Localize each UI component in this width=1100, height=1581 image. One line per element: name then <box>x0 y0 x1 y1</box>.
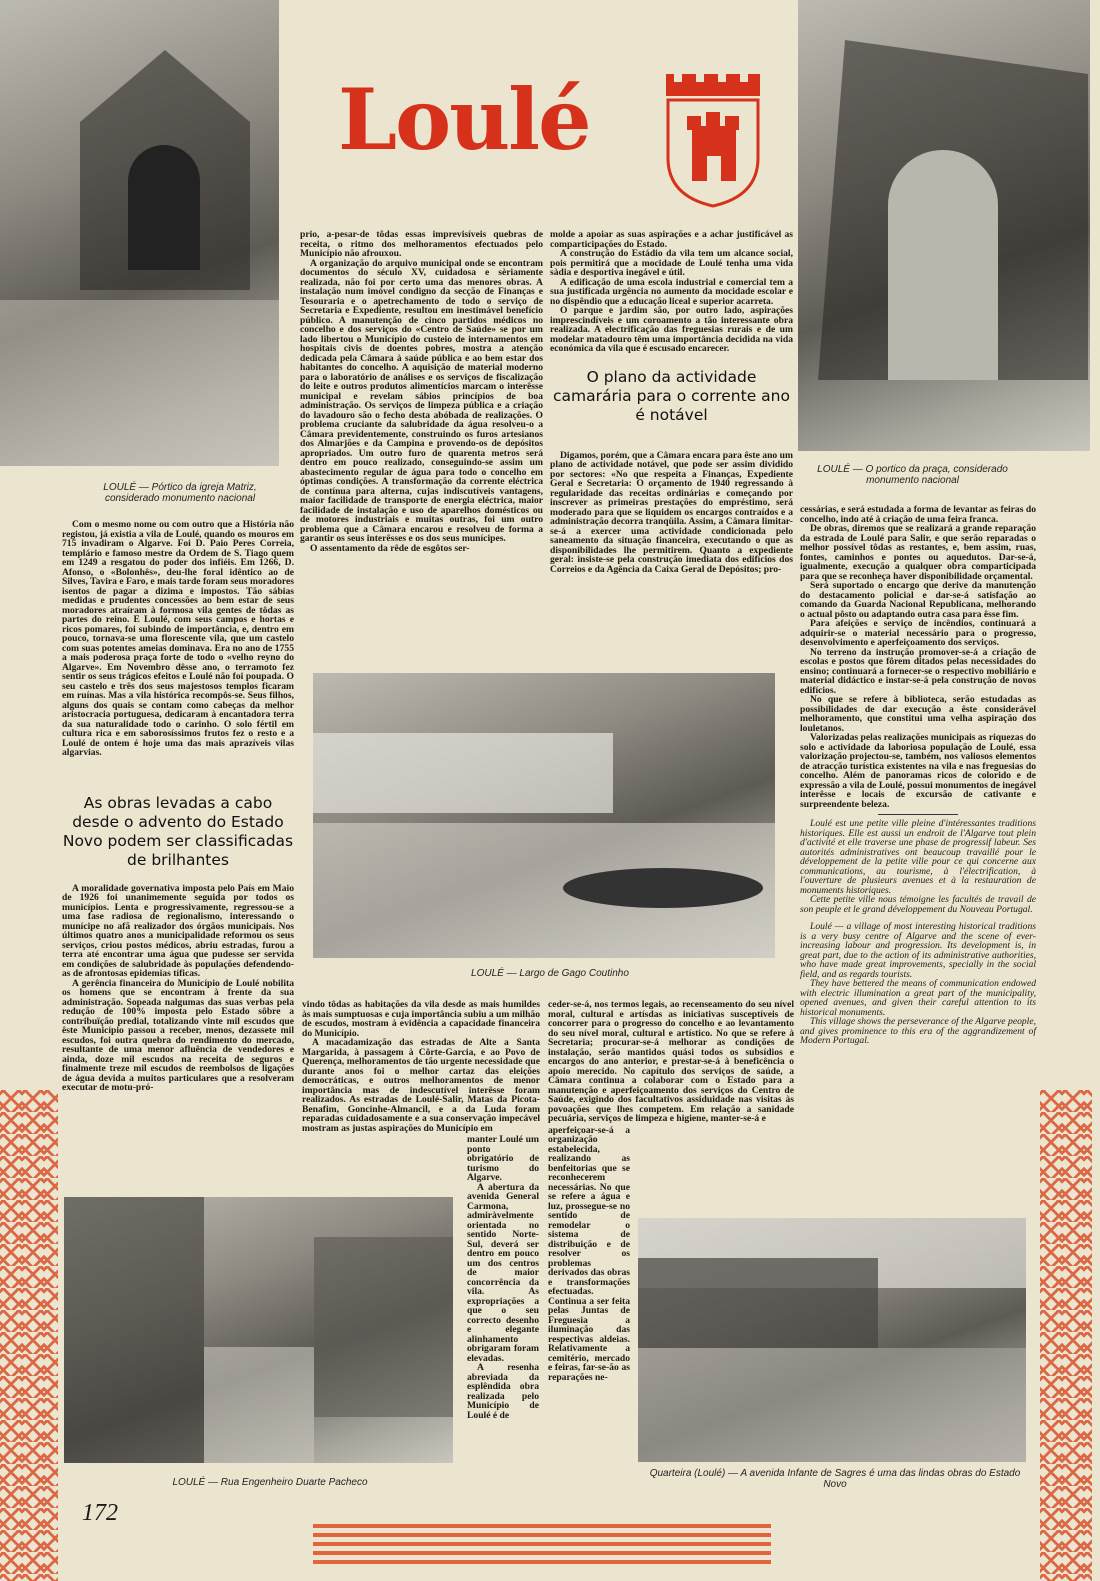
coat-of-arms-icon <box>662 66 764 208</box>
column-3 <box>550 230 793 574</box>
column-2-text <box>300 230 543 553</box>
paragraph: Loulé — a village of most interesting historical traditions is a very busy centre of Algarve and the scene of ever-increasing labour and progression. Its development is, in great part, due to the action of its administrative authorities, who have made great improvements, specially in the social field, and as regards tourists. <box>800 921 1036 980</box>
paragraph: ceder-se-á, nos termos legais, ao recenseamento do seu nível moral, cultural e artísdas as iniciativas susceptíveis de concorrer para o progresso do concelho e ao levantamento do seu nível moral, cultural e artístico. No que se refere à Secretaria; procurar-se-á melhorar as condições de instalação, serão mantidos quási todos os subsídios e encargos do ano anterior, e prestar-se-á à beneficência o apoio merecido. No capítulo dos serviços de saúde, a Câmara continua a colaborar com o Estado para a manutenção e aperfeiçoamento dos serviços do Centro de Saúde, exigindo dos facultativos assiduidade nas visitas às povoações que lhes competem. Em relação a sanidade pecuária, serviços de limpeza e higiene, manter-se-á e <box>548 999 794 1124</box>
section-obras-text <box>62 884 294 1093</box>
paragraph: Valorizadas pelas realizações municipais as riquezas do solo e actividade da laboriosa população de Loulé, essa valorização projectou-se, também, nos valiosos elementos de atracção turística existentes na vila e nas freguesias do concelho. Além de panoramas ricos de colorido e de expressão a vila de Loulé, possui monumentos de inegável interêsse e locais de excursão de cativante e surpreendente beleza. <box>800 732 1036 810</box>
section-heading-obras: As obras levadas a cabo desde o advento do Estado Novo podem ser classificadas de brilhantes <box>62 793 294 869</box>
paragraph: Loulé est une petite ville pleine d'intéressantes traditions historiques. Elle est aussi un endroit de l'Algarve tout plein d'activité et elle traverse une phase de progressif labeur. Ses autorités administratives ont beaucoup travaillé pour le développement de la petite ville pour ce qui concerne aux communications, au tourisme, à l'électrification, à l'ouverture de plusieurs avenues et à la restauration de monuments historiques. <box>800 818 1036 896</box>
paragraph: Para afeições e serviço de incêndios, continuará a adquirir-se o material necessário para o progresso, desenvolvimento e aperfeiçoamento dos serviços. <box>800 618 1036 648</box>
caption-avenida: Quarteira (Loulé) — A avenida Infante de Sagres é uma das lindas obras do Estado Novo <box>649 1468 1021 1490</box>
english-summary <box>800 922 1036 1046</box>
article-intro <box>62 520 294 758</box>
paragraph: A organização do arquivo municipal onde se encontram documentos do século XV, cuidadosa e sèriamente realizada, não foi por certo uma das menores obras. A instalação num imóvel condigno da secção de Finanças e Tesouraria e o apetrechamento de todo o serviço de Secretaria e Expediente, resultou em inestimável benefício público. A manutenção de cinco partidos médicos no concelho e dos serviços do «Centro de Saúde» se por um lado libertou o Município do custeio de internamentos em hospitais civis de doentes pobres, mostra a atenção dedicada pela Câmara à saúde pública e ao bem estar dos habitantes do concelho. A aquisição de material moderno para o laboratório de análises e os serviços de fiscalização do leite e outros produtos alimentícios marcam o interêsse municipal e revelam sábios princípios de boa administração. Os serviços de limpeza pública e a criação do lavadouro são o fecho desta abóbada de realizações. O problema cruciante da salubridade da água resolveu-o a Câmara previdentemente, construindo os furos artesianos dos Almarjões e da Campina e provendo-os de depósitos apropriados. Um outro furo de quarenta metros será dentro em pouco realizado, conseguindo-se assim um abastecimento regular de água para todo o concelho em óptimas condições. A transformação da corrente eléctrica de contínua para alterna, cujas indiscutíveis vantagens, maior facilidade de transporte de energia eléctrica, maior facilidade de instalação e uso de aparelhos domésticos ou de motores industriais e muitas outras, foi um outro problema que a Câmara encarou e resolveu de forma a garantir os seus interêsses e os dos seus munícipes. <box>300 257 543 544</box>
paragraph: A gerência financeira do Município de Loulé nobilita os homens que se encontram à frente da sua administração. Sopeada nalgumas das suas verbas pela redução de 100% imposta pelo Estado sôbre a contribuïção predial, totalizando vinte mil escudos que êste Município passou a receber, menos, dezassete mil escudos, foi outra quebra do rendimento do mercado, resultante de uma menor afluência de vendedores e ainda, doze mil escudos na receita de seguros e finalmente treze mil escudos de reembolsos de ligações de água devida a muitos particulares que a resolveram executar de motu-pró- <box>62 977 294 1093</box>
section-heading-plano: O plano da actividade camarária para o corrente ano é notável <box>553 367 790 424</box>
bottom-wave-ornament <box>313 1524 771 1566</box>
masthead-title: Loulé <box>338 70 590 169</box>
paragraph: A macadamização das estradas de Alte a Santa Margarida, à passagem à Côrte-Garcia, e ao Povo de Querença, melhoramentos de tão urgente necessidade que durante anos foi o melhor cartaz das eleições democráticas, e outros melhoramentos de menor importância mas de indescutível interêsse foram realizados. As estradas de Loulé-Salir, Matas da Picota-Benafim, Goncinhe-Almancil, e a da Luda foram reparadas cuidadosamente e a sua conservação impecável mostram as justas aspirações do Município em <box>302 1037 540 1134</box>
lower-right-text <box>548 1000 794 1124</box>
paragraph: cessárias, e será estudada a forma de levantar as feiras do concelho, indo até à criação de uma feira franca. <box>800 504 1036 525</box>
narrow-column-2 <box>548 1126 630 1383</box>
paragraph: Cette petite ville nous témoigne les facultés de travail de son peuple et le grand développement du Nouveau Portugal. <box>800 894 1036 915</box>
narrow-column-1 <box>467 1135 539 1420</box>
caption-igreja-matriz: LOULÉ — Pórtico da igreja Matriz, considerado monumento nacional <box>103 482 257 504</box>
paragraph: No terreno da instrução promover-se-á a criação de escolas e postos que fôrem ditados pelas necessidades do ensino; continuará a fornecer-se o respectivo mobiliário e material didáctico e instar-se-á pela construção de novos edifícios. <box>800 646 1036 696</box>
paragraph: molde a apoiar as suas aspirações e a achar justificável as comparticipações do Estado. <box>550 229 793 250</box>
column-1 <box>62 520 294 1093</box>
paragraph: This village shows the perseverance of the Algarve people, and gives prominence to this era of the aggrandizement of Modern Portugal. <box>800 1016 1036 1046</box>
column-3-text <box>550 230 793 354</box>
photo-largo-gago-coutinho <box>313 673 775 958</box>
caption-portico-praca: LOULÉ — O portico da praça, considerado monumento nacional <box>817 464 1008 486</box>
paragraph: manter Loulé um ponto obrigatório de turismo do Algarve. <box>467 1134 539 1183</box>
paragraph: Digamos, porém, que a Câmara encara para êste ano um plano de actividade notável, que pode ser assim dividido por sectores: «No que respeita a Finanças, Expediente Geral e Secretaria: O orçamento de 1940 regressando à regularidade das receitas ordinárias e começando por inscrever as primeiras prestações do empréstimo, será moderado para que se liquidem os encargos contraídos e a administração decorra tranqüila. Assim, a Câmara limitar-se-á a exercer uma actividade condicionada pelo saneamento da situação financeira, executando o que as disponibilidades lhe permitirem. Quanto a expediente geral: insiste-se pela construção imediata dos edifícios dos Correios e da Agência da Caixa Geral de Depósitos; pro- <box>550 449 793 575</box>
paragraph: O assentamento da rêde de esgôtos ser- <box>310 542 470 554</box>
paragraph: A construção do Estádio da vila tem um alcance social, pois permitirá que a mocidade de Loulé tenha uma vida sàdia e desportiva inegável e útil. <box>550 248 793 278</box>
paragraph: A moralidade governativa imposta pelo País em Maio de 1926 foi unanimemente seguida por todos os municípios. Lenta e progressivamente, regressou-se a uma fase radiosa de regionalismo, interessando o munícipe no afã realizador dos órgãos municipais. Nos últimos quatro anos a municipalidade reformou os seus serviços, criou postos médicos, abriu estradas, furou a terra até encontrar uma água que pudesse ser servida em condições de salubridade às populações defendendo-as de afrontosas epidemias tíficas. <box>62 882 294 979</box>
caption-rua: LOULÉ — Rua Engenheiro Duarte Pacheco <box>172 1477 368 1488</box>
section-plano-text <box>550 451 793 575</box>
paragraph: De obras, diremos que se realizará a grande reparação da estrada de Loulé para Salir, e que serão reparadas o melhor possível tôdas as restantes, e, bem assim, ruas, fontes, caminhos e pontes ou aquedutos. Dar-se-á, igualmente, execução a qualquer obra comparticipada para que se reconheça haver disponibilidade orçamental. <box>800 523 1036 582</box>
page-number: 172 <box>82 1500 118 1526</box>
paragraph: No que se refere à biblioteca, serão estudadas as possibilidades de dar execução a êste considerável melhoramento, que constitui uma velha aspiração dos louletanos. <box>800 694 1036 734</box>
paragraph: aperfeiçoar-se-á a organização estabelecida, realizando as benfeitorias que se reconhecerem necessárias. No que se refere a água e luz, prossegue-se no sentido de remodelar o sistema de distribuição e de resolver os problemas derivados das obras e transformações efectuadas. Continua a ser feita pelas Juntas de Freguesia a iluminação das respectivas aldeias. Relativamente a cemitério, mercado e feiras, far-se-ão as reparações ne- <box>548 1124 630 1383</box>
paragraph: A resenha abreviada da esplêndida obra realizada pelo Município de Loulé é de <box>467 1362 539 1421</box>
divider <box>878 814 958 815</box>
column-4-text <box>800 505 1036 809</box>
paragraph: vindo tôdas as habitações da vila desde as mais humildes às mais sumptuosas e cuja importância subiu a um milhão de escudos, mostram à evidência a capacidade financeira do Município. <box>302 999 541 1039</box>
lower-middle <box>302 1000 540 1420</box>
paragraph: O parque e jardim são, por outro lado, aspirações imprescindíveis e um coroamento a tão interessante obra realizada. A electrificação das freguesias rurais e de um modelar matadouro têm uma importância decidida na vida económica da vila que é escusado encarecer. <box>550 305 793 354</box>
lower-middle-text <box>302 1000 540 1133</box>
french-summary <box>800 819 1036 914</box>
paragraph: They have bettered the means of communication endowed with electric illumination a great part of the municipality, opened avenues, and given their careful attention to its historical monuments. <box>800 978 1036 1018</box>
left-zigzag-border <box>0 1090 58 1581</box>
lower-right <box>548 1000 794 1382</box>
right-zigzag-border <box>1040 1090 1092 1581</box>
paragraph: Com o mesmo nome ou com outro que a História não registou, já existia a vila de Loulé, quando os mouros em 715 invadiram o Algarve. Foi D. Paio Peres Correia, templário e famoso mestre da Ordem de S. Tiago quem em 1249 a resgatou do poder dos infiéis. Em 1266, D. Afonso, o «Bolonhês», deu-lhe foral idêntico ao de Silves, Tavira e Faro, e mais tarde foram seus moradores isentos de pagar a dizima e impostos. Tão sábias medidas e prudentes concessões ao bem estar de seus moradores atraíram à formosa vila gentes de tôdas as partes do reino. E Loulé, com seus campos e hortas e ricos pomares, foi subindo de importância, e, dentro em pouco, tornava-se uma florescente vila, que um castelo com suas potentes ameias dominava. Era no ano de 1755 a mais poderosa praça forte de todo o «velho reyno do Algarve». Em Novembro dêsse ano, o terramoto fez sentir os seus trágicos efeitos e Loulé não foi poupada. O seu castelo e três dos seus majestosos templos ficaram em ruínas. Mas a vila histórica recompôs-se. Seus filhos, alguns dos quais se contam como cabeças da melhor aristocracia portuguesa, dedicaram à encantadora terra da sua naturalidade todo o carinho. O solo fértil em cultura rica e em saborosíssimos frutos fez o resto e a Loulé de ontem é hoje uma das mais aprazíveis vilas algarvias. <box>62 519 294 758</box>
paragraph: A abertura da avenida General Carmona, admiràvelmente orientada no sentido Norte-Sul, deverá ser dentro em pouco um dos centros de maior concorrência da vila. As expropriações a que o seu correcto desenho e elegante alinhamento obrigaram foram elevadas. <box>467 1181 539 1364</box>
paragraph: prio, a-pesar-de tôdas essas imprevisíveis quebras de receita, o ritmo dos melhoramentos efectuados pelo Município não afrouxou. <box>300 229 543 259</box>
photo-portico-praca <box>798 0 1090 451</box>
photo-igreja-matriz <box>0 0 279 466</box>
paragraph: A edificação de uma escola industrial e comercial tem a sua justificada urgência no aumento da mocidade escolar e no dispêndio que a educação liceal e superior acarreta. <box>550 276 793 307</box>
column-4 <box>800 505 1036 1046</box>
paragraph: Será suportado o encargo que derive da manutenção do destacamento policial e dar-se-á satisfação ao comando da Guarda Nacional Republicana, melhorando o actual pôsto ou adaptando outra casa para êsse fim. <box>800 580 1036 620</box>
caption-largo: LOULÉ — Largo de Gago Coutinho <box>471 968 629 979</box>
